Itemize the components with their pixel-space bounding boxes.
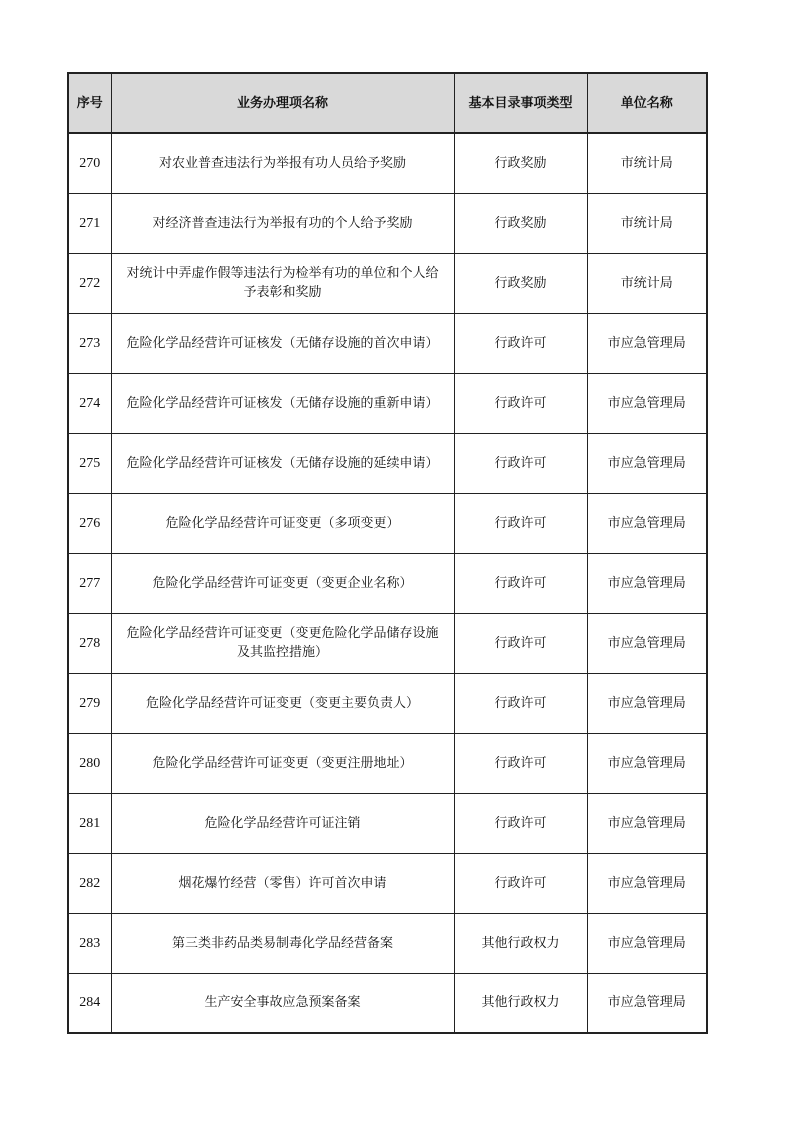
row-type-cell: 其他行政权力: [454, 973, 587, 1033]
row-unit-cell: 市应急管理局: [587, 553, 707, 613]
header-name: 业务办理项名称: [111, 73, 454, 133]
row-name-cell: 危险化学品经营许可证变更（变更危险化学品储存设施及其监控措施）: [111, 613, 454, 673]
row-type-cell: 行政许可: [454, 493, 587, 553]
header-row: [68, 73, 707, 133]
row-type-cell: 其他行政权力: [454, 913, 587, 973]
row-unit-cell: 市应急管理局: [587, 373, 707, 433]
table-row: [68, 133, 707, 193]
row-number-cell: 281: [68, 793, 111, 853]
row-name-cell: 危险化学品经营许可证注销: [111, 793, 454, 853]
table-header: [68, 73, 707, 133]
row-type-cell: 行政许可: [454, 853, 587, 913]
row-name-cell: 对经济普查违法行为举报有功的个人给予奖励: [111, 193, 454, 253]
row-type-cell: 行政奖励: [454, 193, 587, 253]
row-name-cell: 烟花爆竹经营（零售）许可首次申请: [111, 853, 454, 913]
row-unit-cell: 市应急管理局: [587, 913, 707, 973]
row-type-cell: 行政许可: [454, 433, 587, 493]
header-unit: 单位名称: [587, 73, 707, 133]
table-row: [68, 673, 707, 733]
row-unit-cell: 市应急管理局: [587, 313, 707, 373]
table-row: [68, 193, 707, 253]
row-number-cell: 270: [68, 133, 111, 193]
table-row: [68, 853, 707, 913]
row-type-cell: 行政许可: [454, 793, 587, 853]
table-row: [68, 733, 707, 793]
table-body: [68, 133, 707, 1033]
row-name-cell: 危险化学品经营许可证变更（变更主要负责人）: [111, 673, 454, 733]
row-number-cell: 283: [68, 913, 111, 973]
row-name-cell: 危险化学品经营许可证变更（多项变更）: [111, 493, 454, 553]
row-number-cell: 279: [68, 673, 111, 733]
table-row: [68, 313, 707, 373]
row-number-cell: 272: [68, 253, 111, 313]
row-unit-cell: 市应急管理局: [587, 733, 707, 793]
row-name-cell: 对统计中弄虚作假等违法行为检举有功的单位和个人给予表彰和奖励: [111, 253, 454, 313]
row-unit-cell: 市应急管理局: [587, 673, 707, 733]
row-unit-cell: 市应急管理局: [587, 613, 707, 673]
row-number-cell: 277: [68, 553, 111, 613]
row-number-cell: 271: [68, 193, 111, 253]
row-number-cell: 274: [68, 373, 111, 433]
table-row: [68, 433, 707, 493]
table-row: [68, 793, 707, 853]
row-unit-cell: 市统计局: [587, 133, 707, 193]
row-type-cell: 行政奖励: [454, 133, 587, 193]
table-row: [68, 493, 707, 553]
row-number-cell: 273: [68, 313, 111, 373]
row-type-cell: 行政许可: [454, 373, 587, 433]
row-unit-cell: 市应急管理局: [587, 493, 707, 553]
table-row: [68, 913, 707, 973]
row-unit-cell: 市应急管理局: [587, 793, 707, 853]
row-number-cell: 282: [68, 853, 111, 913]
row-number-cell: 284: [68, 973, 111, 1033]
row-number-cell: 280: [68, 733, 111, 793]
row-name-cell: 危险化学品经营许可证核发（无储存设施的延续申请）: [111, 433, 454, 493]
row-name-cell: 对农业普查违法行为举报有功人员给予奖励: [111, 133, 454, 193]
table-row: [68, 613, 707, 673]
row-type-cell: 行政许可: [454, 313, 587, 373]
services-table: [67, 72, 708, 1034]
row-unit-cell: 市应急管理局: [587, 973, 707, 1033]
header-num: 序号: [68, 73, 111, 133]
row-type-cell: 行政许可: [454, 613, 587, 673]
row-number-cell: 275: [68, 433, 111, 493]
table-row: [68, 973, 707, 1033]
table-row: [68, 253, 707, 313]
row-unit-cell: 市应急管理局: [587, 433, 707, 493]
row-name-cell: 危险化学品经营许可证变更（变更注册地址）: [111, 733, 454, 793]
row-number-cell: 278: [68, 613, 111, 673]
row-name-cell: 生产安全事故应急预案备案: [111, 973, 454, 1033]
row-number-cell: 276: [68, 493, 111, 553]
row-name-cell: 危险化学品经营许可证核发（无储存设施的首次申请）: [111, 313, 454, 373]
row-name-cell: 危险化学品经营许可证核发（无储存设施的重新申请）: [111, 373, 454, 433]
row-name-cell: 第三类非药品类易制毒化学品经营备案: [111, 913, 454, 973]
table-row: [68, 553, 707, 613]
row-unit-cell: 市统计局: [587, 253, 707, 313]
row-type-cell: 行政奖励: [454, 253, 587, 313]
row-unit-cell: 市应急管理局: [587, 853, 707, 913]
row-type-cell: 行政许可: [454, 553, 587, 613]
row-type-cell: 行政许可: [454, 673, 587, 733]
row-unit-cell: 市统计局: [587, 193, 707, 253]
table-row: [68, 373, 707, 433]
row-name-cell: 危险化学品经营许可证变更（变更企业名称）: [111, 553, 454, 613]
row-type-cell: 行政许可: [454, 733, 587, 793]
header-type: 基本目录事项类型: [454, 73, 587, 133]
